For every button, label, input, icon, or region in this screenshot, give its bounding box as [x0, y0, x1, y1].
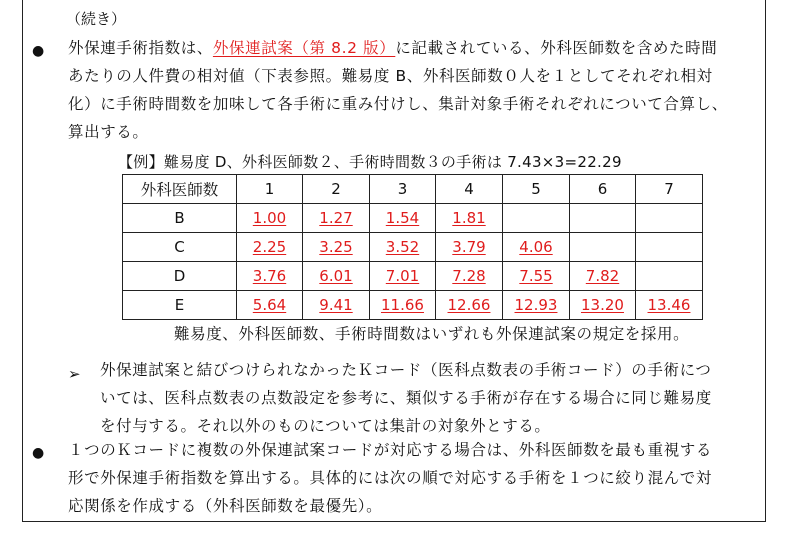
- table-cell: 7.55: [503, 262, 570, 291]
- table-cell: 1.00: [237, 204, 303, 233]
- bullet1-line1-b: に記載されている、外科医師数を含めた時間: [395, 39, 718, 57]
- column-header: 7: [636, 175, 703, 204]
- difficulty-label: D: [123, 262, 237, 291]
- bullet1-line4: 算出する。: [68, 123, 149, 141]
- column-header: 2: [303, 175, 370, 204]
- difficulty-label: C: [123, 233, 237, 262]
- bullet1-line1: [68, 35, 717, 62]
- table-cell: 1.81: [436, 204, 503, 233]
- sub-bullet-line3: を付与する。それ以外のものについては集計の対象外とする。: [100, 417, 551, 435]
- table-cell: 3.52: [370, 233, 436, 262]
- bullet2-line3: 応関係を作成する（外科医師数を最優先）。: [68, 497, 383, 515]
- column-header: 6: [570, 175, 636, 204]
- header-surgeon-count: 外科医師数: [123, 175, 237, 204]
- table-cell: 7.82: [570, 262, 636, 291]
- table-cell: 2.25: [237, 233, 303, 262]
- table-note: 難易度、外科医師数、手術時間数はいずれも外保連試案の規定を採用。: [174, 325, 690, 343]
- table-cell: 3.25: [303, 233, 370, 262]
- difficulty-label: B: [123, 204, 237, 233]
- arrow-bullet-icon: ➢: [68, 365, 81, 383]
- bullet1-line2: あたりの人件費の相対値（下表参照。難易度 B、外科医師数０人を１としてそれぞれ相対: [68, 67, 713, 85]
- bullet-dot: ●: [32, 445, 45, 461]
- table-cell: 5.64: [237, 291, 303, 320]
- table-row: [123, 204, 703, 233]
- table-header-row: [123, 175, 703, 204]
- table-cell: 7.28: [436, 262, 503, 291]
- column-header: 4: [436, 175, 503, 204]
- table-cell: 13.20: [570, 291, 636, 320]
- table-cell: [570, 233, 636, 262]
- sub-bullet-line1: 外保連試案と結びつけられなかったＫコード（医科点数表の手術コード）の手術につ: [100, 361, 712, 379]
- bullet-dot: ●: [32, 43, 45, 59]
- column-header: 3: [370, 175, 436, 204]
- difficulty-label: E: [123, 291, 237, 320]
- table-row: [123, 233, 703, 262]
- column-header: 5: [503, 175, 570, 204]
- table-cell: [503, 204, 570, 233]
- sub-bullet-line2: いては、医科点数表の点数設定を参考に、類似する手術が存在する場合に同じ難易度: [100, 389, 712, 407]
- table-cell: 9.41: [303, 291, 370, 320]
- gaihoren-edition-link[interactable]: 外保連試案（第 8.2 版）: [212, 39, 396, 57]
- bullet1-line1-a: 外保連手術指数は、: [68, 39, 213, 57]
- difficulty-table: [122, 174, 703, 320]
- table-row: [123, 291, 703, 320]
- table-cell: 3.79: [436, 233, 503, 262]
- table-cell: 1.54: [370, 204, 436, 233]
- table-cell: 11.66: [370, 291, 436, 320]
- example-text: 【例】難易度 D、外科医師数２、手術時間数３の手術は 7.43×3=22.29: [118, 153, 622, 171]
- table-cell: [636, 262, 703, 291]
- table-cell: 12.66: [436, 291, 503, 320]
- table-cell: [570, 204, 636, 233]
- table-cell: 3.76: [237, 262, 303, 291]
- table-cell: 6.01: [303, 262, 370, 291]
- table-cell: [636, 204, 703, 233]
- table-cell: 12.93: [503, 291, 570, 320]
- bullet1-line3: 化）に手術時間数を加味して各手術に重み付けし、集計対象手術それぞれについて合算し、: [68, 95, 728, 113]
- continued-label: （続き）: [66, 10, 127, 28]
- table-cell: 1.27: [303, 204, 370, 233]
- column-header: 1: [237, 175, 303, 204]
- bullet2-line2: 形で外保連手術指数を算出する。具体的には次の順で対応する手術を１つに絞り混んで対: [68, 469, 713, 487]
- table-row: [123, 262, 703, 291]
- table-cell: 13.46: [636, 291, 703, 320]
- bullet2-line1: １つのＫコードに複数の外保連試案コードが対応する場合は、外科医師数を最も重視する: [68, 441, 713, 459]
- table-cell: 4.06: [503, 233, 570, 262]
- table-cell: [636, 233, 703, 262]
- table-cell: 7.01: [370, 262, 436, 291]
